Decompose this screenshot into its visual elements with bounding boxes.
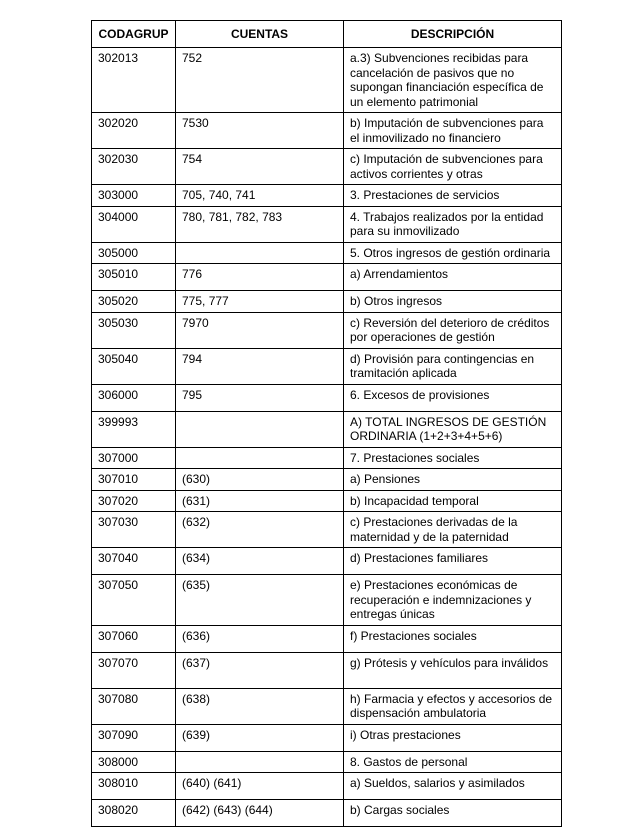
cell-accounts: (634) [176,548,344,575]
cell-description: a) Pensiones [344,469,562,491]
cell-description: d) Prestaciones familiares [344,548,562,575]
cell-description: c) Imputación de subvenciones para activos corrientes y otras [344,149,562,185]
cell-description: c) Prestaciones derivadas de la maternidad y de la paternidad [344,512,562,548]
table-row [92,48,562,113]
table-row [92,206,562,242]
cell-code: 305000 [92,242,176,264]
cell-description: b) Incapacidad temporal [344,490,562,512]
table-row [92,447,562,469]
cell-description: A) TOTAL INGRESOS DE GESTIÓN ORDINARIA (1+2+3+4+5+6) [344,411,562,447]
cell-accounts: (630) [176,469,344,491]
cell-code: 302020 [92,113,176,149]
cell-code: 304000 [92,206,176,242]
table-header [92,21,562,48]
table-row [92,724,562,751]
cell-description: g) Prótesis y vehículos para inválidos [344,652,562,688]
cell-accounts [176,411,344,447]
table-row [92,548,562,575]
cell-code: 308010 [92,773,176,800]
cell-code: 308000 [92,751,176,773]
table-row [92,688,562,724]
cell-description: a) Sueldos, salarios y asimilados [344,773,562,800]
cell-accounts: (636) [176,625,344,652]
cell-description: e) Prestaciones económicas de recuperación e indemnizaciones y entregas únicas [344,575,562,626]
cell-code: 302030 [92,149,176,185]
cell-description: 6. Excesos de provisiones [344,384,562,411]
cell-code: 305040 [92,348,176,384]
table-row [92,625,562,652]
cell-accounts: 752 [176,48,344,113]
cell-description: b) Otros ingresos [344,291,562,313]
header-cuentas: CUENTAS [176,21,344,48]
table-row [92,469,562,491]
cell-code: 307090 [92,724,176,751]
table-row [92,113,562,149]
cell-description: 3. Prestaciones de servicios [344,185,562,207]
table-row [92,384,562,411]
cell-accounts: (640) (641) [176,773,344,800]
cell-description: 7. Prestaciones sociales [344,447,562,469]
cell-description: c) Reversión del deterioro de créditos por operaciones de gestión [344,312,562,348]
cell-accounts: (631) [176,490,344,512]
cell-code: 307000 [92,447,176,469]
cell-accounts: (637) [176,652,344,688]
cell-accounts: 705, 740, 741 [176,185,344,207]
header-descripcion: DESCRIPCIÓN [344,21,562,48]
cell-code: 307080 [92,688,176,724]
cell-accounts: (639) [176,724,344,751]
cell-code: 302013 [92,48,176,113]
cell-description: 8. Gastos de personal [344,751,562,773]
cell-code: 307040 [92,548,176,575]
accounts-table [91,20,562,827]
cell-accounts: (642) (643) (644) [176,800,344,827]
cell-code: 303000 [92,185,176,207]
cell-description: 4. Trabajos realizados por la entidad para su inmovilizado [344,206,562,242]
cell-description: a) Arrendamientos [344,264,562,291]
table-row [92,773,562,800]
cell-code: 307010 [92,469,176,491]
cell-description: i) Otras prestaciones [344,724,562,751]
table-row [92,575,562,626]
cell-code: 399993 [92,411,176,447]
cell-description: f) Prestaciones sociales [344,625,562,652]
cell-description: 5. Otros ingresos de gestión ordinaria [344,242,562,264]
cell-description: b) Cargas sociales [344,800,562,827]
cell-code: 307070 [92,652,176,688]
cell-description: a.3) Subvenciones recibidas para cancelación de pasivos que no supongan financiación específica de un elemento patrimonial [344,48,562,113]
table-row [92,348,562,384]
header-row [92,21,562,48]
table-row [92,751,562,773]
cell-code: 307060 [92,625,176,652]
table-row [92,411,562,447]
cell-code: 307020 [92,490,176,512]
cell-accounts: 795 [176,384,344,411]
cell-accounts: 775, 777 [176,291,344,313]
table-row [92,512,562,548]
cell-accounts: 754 [176,149,344,185]
table-row [92,652,562,688]
table-row [92,291,562,313]
table-row [92,185,562,207]
table-row [92,490,562,512]
cell-description: d) Provisión para contingencias en tramitación aplicada [344,348,562,384]
cell-accounts: 794 [176,348,344,384]
cell-code: 306000 [92,384,176,411]
cell-code: 305030 [92,312,176,348]
header-codagrup: CODAGRUP [92,21,176,48]
cell-accounts [176,242,344,264]
cell-code: 307030 [92,512,176,548]
table-row [92,264,562,291]
table-row [92,312,562,348]
cell-accounts: 776 [176,264,344,291]
table-row [92,800,562,827]
cell-description: h) Farmacia y efectos y accesorios de dispensación ambulatoria [344,688,562,724]
cell-accounts [176,447,344,469]
cell-code: 305010 [92,264,176,291]
cell-accounts: (632) [176,512,344,548]
table-body [92,48,562,827]
cell-code: 308020 [92,800,176,827]
cell-code: 305020 [92,291,176,313]
cell-accounts: 780, 781, 782, 783 [176,206,344,242]
cell-code: 307050 [92,575,176,626]
table-row [92,149,562,185]
cell-accounts: (638) [176,688,344,724]
table-row [92,242,562,264]
cell-accounts: 7970 [176,312,344,348]
cell-accounts: (635) [176,575,344,626]
cell-description: b) Imputación de subvenciones para el inmovilizado no financiero [344,113,562,149]
cell-accounts: 7530 [176,113,344,149]
cell-accounts [176,751,344,773]
